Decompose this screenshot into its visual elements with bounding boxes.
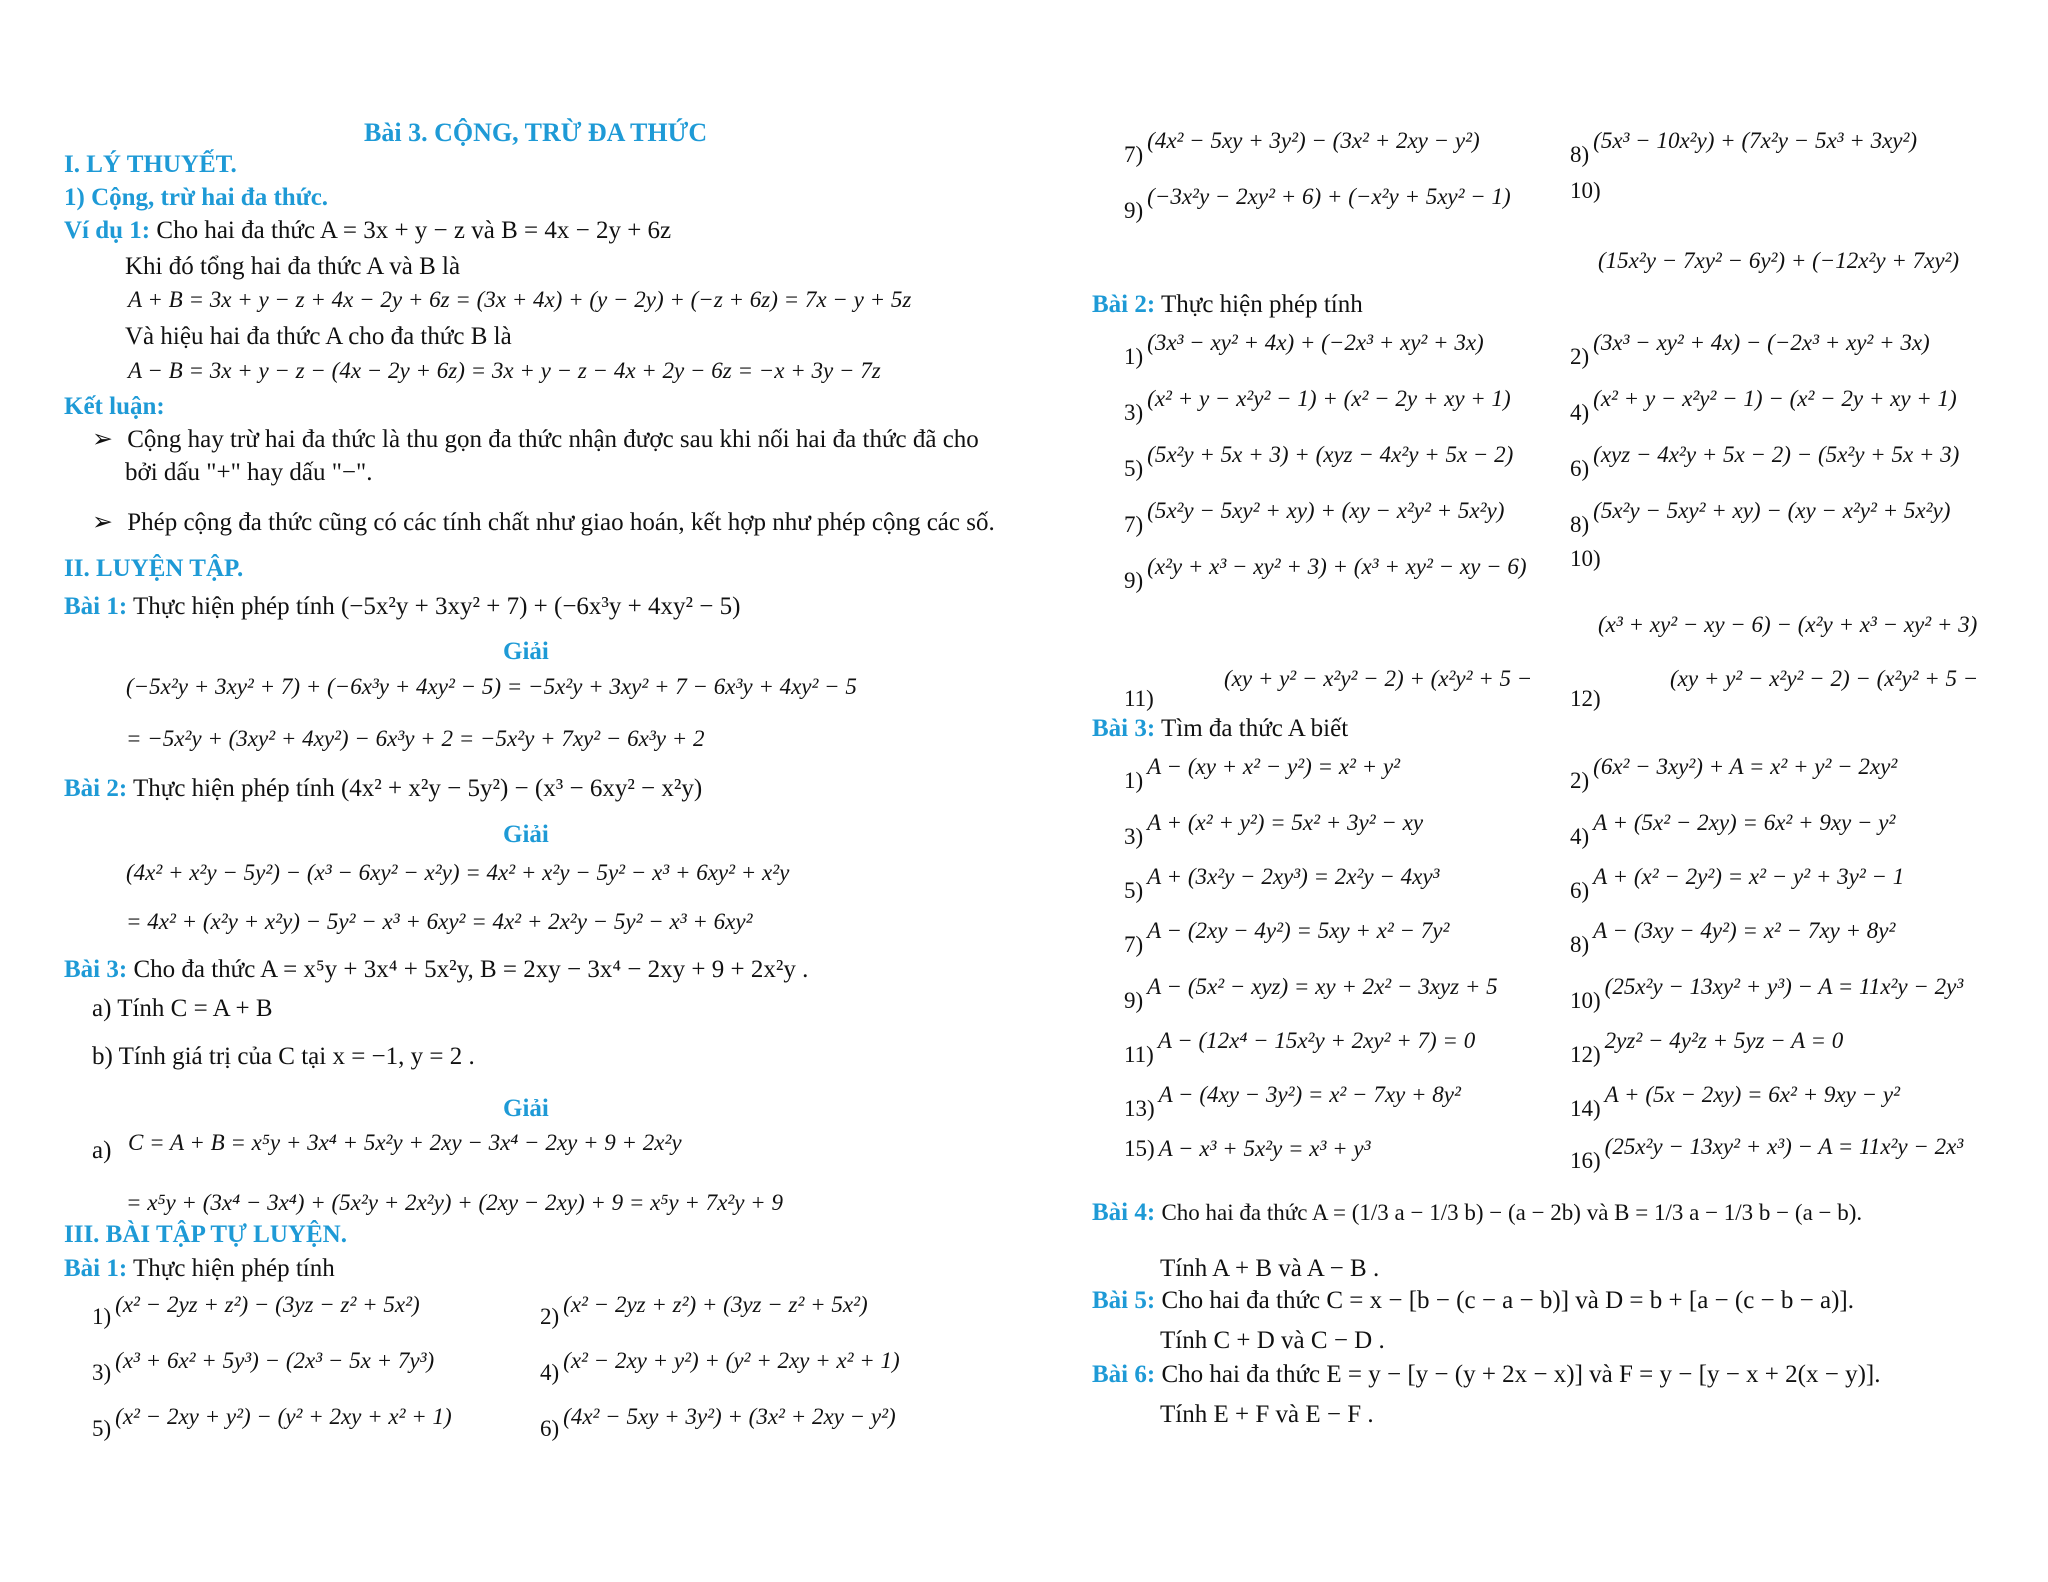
item-expression: A − x³ + 5x²y = x³ + y³ xyxy=(1158,1136,1371,1161)
item-expression: A + (5x − 2xy) = 6x² + 9xy − y² xyxy=(1604,1082,1900,1107)
item-expression: (x² + y − x²y² − 1) + (x² − 2y + xy + 1) xyxy=(1147,386,1511,411)
list-item xyxy=(1570,328,1930,369)
exercise-label: Bài 4: xyxy=(1092,1199,1156,1226)
exercise-text: Thực hiện phép tính xyxy=(133,1255,335,1282)
list-item xyxy=(540,1290,868,1329)
list-item xyxy=(92,1402,452,1441)
item-number: 5) xyxy=(1124,456,1144,481)
list-item xyxy=(1124,384,1511,425)
item-number: 14) xyxy=(1570,1096,1601,1121)
list-item xyxy=(1124,182,1511,223)
list-item xyxy=(1124,862,1440,903)
item-expression: A + (5x² − 2xy) = 6x² + 9xy − y² xyxy=(1593,810,1896,835)
item-expression: (5x²y − 5xy² + xy) − (xy − x²y² + 5x²y) xyxy=(1593,498,1951,523)
text-line: Khi đó tổng hai đa thức A và B là xyxy=(125,253,461,280)
exercise-task: Tính C + D và C − D . xyxy=(1160,1327,1385,1354)
exercise-text: Cho hai đa thức A = (1/3 a − 1/3 b) − (a − 2b) và B = 1/3 a − 1/3 b − (a − b). xyxy=(1161,1200,1863,1225)
item-expression: (x² − 2xy + y²) + (y² + 2xy + x² + 1) xyxy=(563,1348,900,1373)
list-item xyxy=(1570,496,1951,537)
exercise-2 xyxy=(1092,290,1363,320)
item-expression: (4x² − 5xy + 3y²) − (3x² + 2xy − y²) xyxy=(1147,128,1480,153)
item-number: 10) xyxy=(1570,178,1601,203)
item-expression: (x²y + x³ − xy² + 3) + (x³ + xy² − xy − 6) xyxy=(1147,554,1527,579)
bullet-text: Phép cộng đa thức cũng có các tính chất như giao hoán, kết hợp như phép cộng các số. xyxy=(127,509,995,536)
item-expression: (3x³ − xy² + 4x) − (−2x³ + xy² + 3x) xyxy=(1593,330,1930,355)
item-expression: (xy + y² − x²y² − 2) − (x²y² + 5 − xyxy=(1670,666,1979,691)
exercise-label: Bài 2: xyxy=(64,775,128,802)
item-number: 2) xyxy=(1570,344,1590,369)
exercise-label: Bài 1: xyxy=(64,593,128,620)
item-expression: (x² − 2yz + z²) − (3yz − z² + 5x²) xyxy=(115,1292,420,1317)
item-expression: (x³ + xy² − xy − 6) − (x²y + x³ − xy² + 3) xyxy=(1598,612,1978,637)
exercise-3 xyxy=(1092,714,1348,744)
exercise-label: Bài 6: xyxy=(1092,1361,1156,1388)
item-expression: (xyz − 4x²y + 5x − 2) − (5x²y + 5x + 3) xyxy=(1593,442,1960,467)
list-item xyxy=(1124,1080,1461,1121)
item-number: 1) xyxy=(1124,344,1144,369)
list-item xyxy=(1124,972,1498,1013)
list-item xyxy=(1124,552,1527,593)
exercise-4 xyxy=(1092,1198,1862,1228)
item-number: 7) xyxy=(1124,142,1144,167)
item-number: 9) xyxy=(1124,198,1144,223)
page-title: Bài 3. CỘNG, TRỪ ĐA THỨC xyxy=(364,118,708,147)
item-expression: (6x² − 3xy²) + A = x² + y² − 2xy² xyxy=(1593,754,1898,779)
item-expression: A − (12x⁴ − 15x²y + 2xy² + 7) = 0 xyxy=(1157,1028,1476,1053)
item-expression: (5x²y + 5x + 3) + (xyz − 4x²y + 5x − 2) xyxy=(1147,442,1514,467)
list-item xyxy=(1124,328,1484,369)
item-expression: (25x²y − 13xy² + y³) − A = 11x²y − 2y³ xyxy=(1604,974,1964,999)
list-item xyxy=(1570,752,1898,793)
list-item xyxy=(1570,440,1960,481)
exercise-5 xyxy=(1092,1286,1854,1316)
item-expression: (25x²y − 13xy² + x³) − A = 11x²y − 2x³ xyxy=(1604,1134,1964,1159)
section-theory-heading: I. LÝ THUYẾT. xyxy=(64,151,237,178)
list-item xyxy=(540,1402,896,1441)
sub-question-a: a) Tính C = A + B xyxy=(92,995,273,1022)
list-item xyxy=(92,1346,435,1385)
exercise-text: Cho đa thức A = x⁵y + 3x⁴ + 5x²y, B = 2xy − 3x⁴ − 2xy + 9 + 2x²y . xyxy=(133,956,809,983)
list-item xyxy=(1124,496,1505,537)
exercise-2 xyxy=(64,774,702,804)
exercise-text: Thực hiện phép tính xyxy=(1161,291,1363,318)
exercise-text: Tìm đa thức A biết xyxy=(1161,715,1349,742)
list-item xyxy=(1570,126,1918,167)
list-item xyxy=(1124,126,1480,167)
item-number: 4) xyxy=(540,1360,560,1385)
item-expression: (4x² − 5xy + 3y²) + (3x² + 2xy − y²) xyxy=(563,1404,896,1429)
item-expression: A − (xy + x² − y²) = x² + y² xyxy=(1147,754,1401,779)
item-expression: A − (4xy − 3y²) = x² − 7xy + 8y² xyxy=(1158,1082,1461,1107)
item-number: 6) xyxy=(540,1416,560,1441)
list-item xyxy=(1570,1026,1844,1067)
item-expression: (xy + y² − x²y² − 2) + (x²y² + 5 − xyxy=(1224,666,1533,691)
bullet-item xyxy=(92,508,995,538)
item-number: 10) xyxy=(1570,988,1601,1013)
item-number: 10) xyxy=(1570,546,1601,571)
item-number: 1) xyxy=(1124,768,1144,793)
self-exercise-1 xyxy=(64,1254,335,1284)
list-item xyxy=(1570,972,1964,1013)
item-number: 4) xyxy=(1570,400,1590,425)
item-number: 9) xyxy=(1124,568,1144,593)
list-item xyxy=(1570,1080,1900,1121)
item-expression: A − (3xy − 4y²) = x² − 7xy + 8y² xyxy=(1593,918,1896,943)
item-expression: A + (3x²y − 2xy³) = 2x²y − 4xy³ xyxy=(1147,864,1440,889)
item-number: 9) xyxy=(1124,988,1144,1013)
item-number: 8) xyxy=(1570,512,1590,537)
item-number: 11) xyxy=(1124,686,1154,711)
item-number: 2) xyxy=(540,1304,560,1329)
item-expression: (−3x²y − 2xy² + 6) + (−x²y + 5xy² − 1) xyxy=(1147,184,1511,209)
item-number: 5) xyxy=(92,1416,112,1441)
conclusion-heading: Kết luận: xyxy=(64,393,165,420)
example-label: Ví dụ 1: xyxy=(64,217,151,244)
list-item xyxy=(1124,440,1514,481)
exercise-1 xyxy=(64,592,740,622)
exercise-label: Bài 3: xyxy=(1092,715,1156,742)
section-self-practice-heading: III. BÀI TẬP TỰ LUYỆN. xyxy=(64,1221,347,1248)
item-expression: (x³ + 6x² + 5y³) − (2x³ − 5x + 7y³) xyxy=(115,1348,435,1373)
list-item xyxy=(92,1290,420,1329)
item-number: 3) xyxy=(92,1360,112,1385)
item-number: 6) xyxy=(1570,456,1590,481)
bullet-text-cont: bởi dấu "+" hay dấu "−". xyxy=(125,459,373,486)
math-line: = −5x²y + (3xy² + 4xy²) − 6x³y + 2 = −5x²y + 7xy² − 6x³y + 2 xyxy=(126,726,705,751)
list-item xyxy=(540,1346,900,1385)
exercise-label: Bài 2: xyxy=(1092,291,1156,318)
item-number: 4) xyxy=(1570,824,1590,849)
item-number: 11) xyxy=(1124,1042,1154,1067)
item-number: 7) xyxy=(1124,512,1144,537)
item-expression: (3x³ − xy² + 4x) + (−2x³ + xy² + 3x) xyxy=(1147,330,1484,355)
exercise-text: Cho hai đa thức C = x − [b − (c − a − b)] và D = b + [a − (c − b − a)]. xyxy=(1161,1287,1855,1314)
exercise-task: Tính E + F và E − F . xyxy=(1160,1401,1374,1428)
bullet-item xyxy=(92,425,979,455)
math-line: (−5x²y + 3xy² + 7) + (−6x³y + 4xy² − 5) = −5x²y + 3xy² + 7 − 6x³y + 4xy² − 5 xyxy=(126,674,857,699)
arrow-bullet-icon: ➢ xyxy=(92,426,113,453)
text-line: Và hiệu hai đa thức A cho đa thức B là xyxy=(125,323,512,350)
item-number: 12) xyxy=(1570,1042,1601,1067)
solution-heading: Giải xyxy=(503,821,549,848)
bullet-text: Cộng hay trừ hai đa thức là thu gọn đa thức nhận được sau khi nối hai đa thức đã cho xyxy=(127,426,979,453)
item-number: 7) xyxy=(1124,932,1144,957)
solution-heading: Giải xyxy=(503,1095,549,1122)
exercise-text: Thực hiện phép tính (4x² + x²y − 5y²) − (x³ − 6xy² − x²y) xyxy=(133,775,703,802)
list-item xyxy=(1570,808,1896,849)
exercise-text: Thực hiện phép tính (−5x²y + 3xy² + 7) + (−6x³y + 4xy² − 5) xyxy=(133,593,741,620)
exercise-label: Bài 5: xyxy=(1092,1287,1156,1314)
subsection-heading: 1) Cộng, trừ hai đa thức. xyxy=(64,184,329,211)
list-item xyxy=(1124,752,1401,793)
solution-a-label: a) xyxy=(92,1137,112,1164)
exercise-label: Bài 1: xyxy=(64,1255,128,1282)
sub-question-b: b) Tính giá trị của C tại x = −1, y = 2 . xyxy=(92,1043,475,1070)
math-line: A − B = 3x + y − z − (4x − 2y + 6z) = 3x + y − z − 4x + 2y − 6z = −x + 3y − 7z xyxy=(128,358,881,383)
item-number: 12) xyxy=(1570,686,1601,711)
item-number: 3) xyxy=(1124,824,1144,849)
solution-heading: Giải xyxy=(503,638,549,665)
math-line: (4x² + x²y − 5y²) − (x³ − 6xy² − x²y) = 4x² + x²y − 5y² − x³ + 6xy² + x²y xyxy=(126,860,790,885)
item-expression: A − (2xy − 4y²) = 5xy + x² − 7y² xyxy=(1147,918,1450,943)
item-expression: (x² − 2xy + y²) − (y² + 2xy + x² + 1) xyxy=(115,1404,452,1429)
item-expression: A + (x² − 2y²) = x² − y² + 3y² − 1 xyxy=(1593,864,1905,889)
item-expression: (15x²y − 7xy² − 6y²) + (−12x²y + 7xy²) xyxy=(1598,248,1960,273)
section-practice-heading: II. LUYỆN TẬP. xyxy=(64,555,244,582)
item-number: 5) xyxy=(1124,878,1144,903)
list-item xyxy=(1570,862,1905,903)
exercise-label: Bài 3: xyxy=(64,956,128,983)
item-expression: A − (5x² − xyz) = xy + 2x² − 3xyz + 5 xyxy=(1147,974,1498,999)
math-line: = x⁵y + (3x⁴ − 3x⁴) + (5x²y + 2x²y) + (2xy − 2xy) + 9 = x⁵y + 7x²y + 9 xyxy=(126,1190,783,1215)
list-item xyxy=(1570,916,1896,957)
list-item xyxy=(1124,1134,1371,1164)
list-item xyxy=(1124,916,1450,957)
item-expression: (x² − 2yz + z²) + (3yz − z² + 5x²) xyxy=(563,1292,868,1317)
item-expression: 2yz² − 4y²z + 5yz − A = 0 xyxy=(1604,1028,1844,1053)
exercise-text: Cho hai đa thức E = y − [y − (y + 2x − x)] và F = y − [y − x + 2(x − y)]. xyxy=(1161,1361,1881,1388)
exercise-3 xyxy=(64,955,808,985)
item-expression: (x² + y − x²y² − 1) − (x² − 2y + xy + 1) xyxy=(1593,386,1957,411)
example-1 xyxy=(64,216,671,246)
list-item xyxy=(1570,384,1957,425)
item-number: 3) xyxy=(1124,400,1144,425)
exercise-6 xyxy=(1092,1360,1880,1390)
arrow-bullet-icon: ➢ xyxy=(92,509,113,536)
list-item xyxy=(1124,808,1424,849)
example-text: Cho hai đa thức A = 3x + y − z và B = 4x − 2y + 6z xyxy=(156,217,672,244)
item-number: 8) xyxy=(1570,932,1590,957)
exercise-task: Tính A + B và A − B . xyxy=(1160,1255,1380,1282)
math-line: C = A + B = x⁵y + 3x⁴ + 5x²y + 2xy − 3x⁴ − 2xy + 9 + 2x²y xyxy=(128,1130,682,1155)
item-number: 15) xyxy=(1124,1136,1155,1161)
item-expression: (5x²y − 5xy² + xy) + (xy − x²y² + 5x²y) xyxy=(1147,498,1505,523)
item-number: 2) xyxy=(1570,768,1590,793)
math-line: = 4x² + (x²y + x²y) − 5y² − x³ + 6xy² = 4x² + 2x²y − 5y² − x³ + 6xy² xyxy=(126,909,753,934)
item-number: 16) xyxy=(1570,1148,1601,1173)
list-item xyxy=(1570,1132,1964,1173)
math-line: A + B = 3x + y − z + 4x − 2y + 6z = (3x + 4x) + (y − 2y) + (−z + 6z) = 7x − y + 5z xyxy=(128,287,912,312)
item-number: 6) xyxy=(1570,878,1590,903)
item-number: 13) xyxy=(1124,1096,1155,1121)
item-number: 8) xyxy=(1570,142,1590,167)
item-number: 1) xyxy=(92,1304,112,1329)
list-item xyxy=(1124,1026,1476,1067)
item-expression: (5x³ − 10x²y) + (7x²y − 5x³ + 3xy²) xyxy=(1593,128,1918,153)
item-expression: A + (x² + y²) = 5x² + 3y² − xy xyxy=(1147,810,1424,835)
